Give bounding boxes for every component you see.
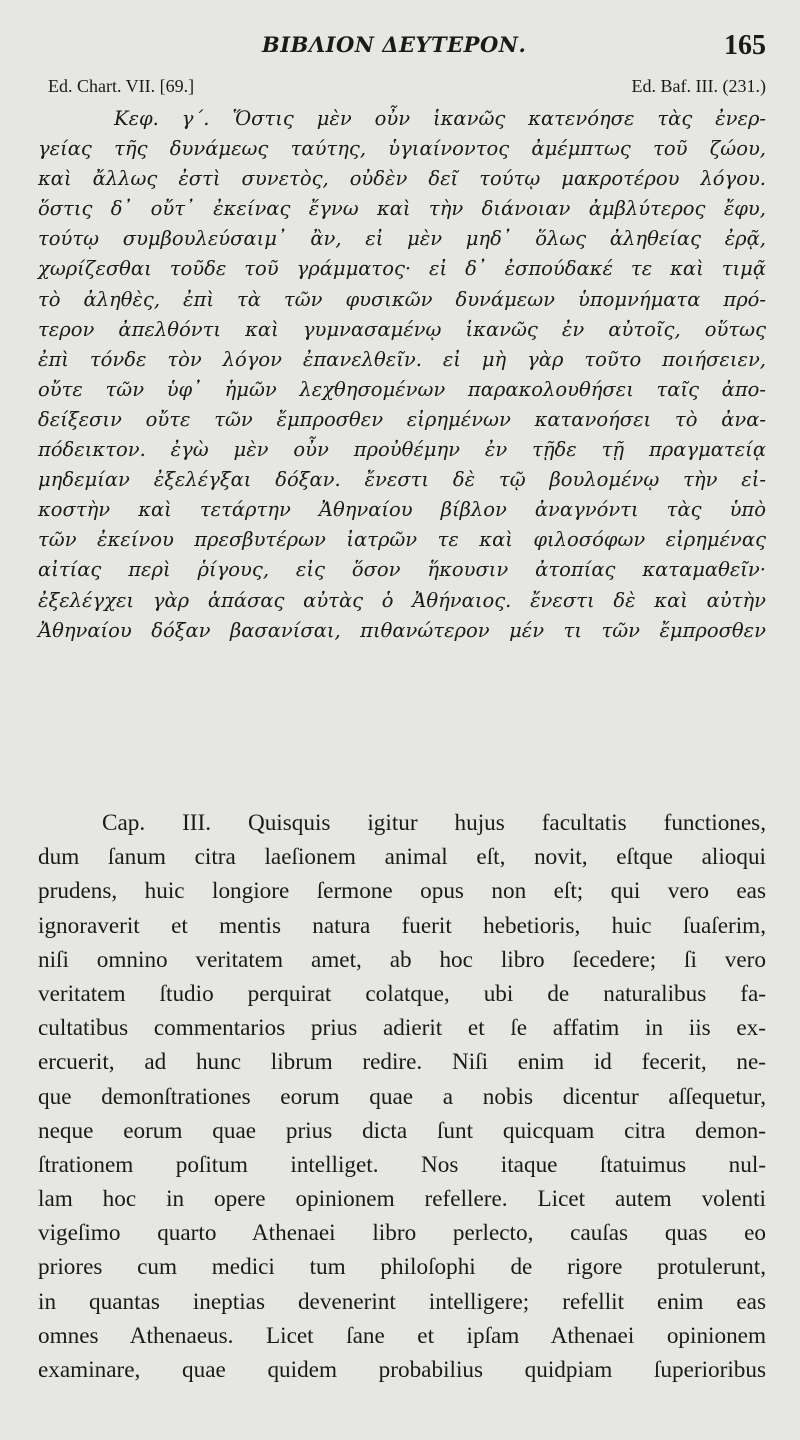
latin-line: in quantas ineptias devenerint intelligere; refellit enim eas <box>38 1288 766 1315</box>
greek-line: πόδεικτον. ἐγὼ μὲν οὖν προὐθέμην ἐν τῇδε τῇ πραγματείᾳ <box>38 438 766 462</box>
edition-reference-left: Ed. Chart. VII. [69.] <box>48 76 195 96</box>
latin-line: ignoraverit et mentis natura fuerit hebetioris, huic ſuaſerim, <box>38 912 766 939</box>
greek-line: χωρίζεσθαι τοῦδε τοῦ γράμματος· εἰ δ᾽ ἐσπούδακέ τε καὶ τιμᾷ <box>38 257 766 281</box>
latin-text-block <box>38 806 766 1387</box>
greek-line: τερον ἀπελθόντι καὶ γυμνασαμένῳ ἱκανῶς ἐν αὐτοῖς, οὕτως <box>38 317 766 341</box>
latin-line: dum ſanum citra laeſionem animal eſt, novit, eſtque alioqui <box>38 844 766 871</box>
latin-line: priores cum medici tum philoſophi de rigore protulerunt, <box>38 1254 766 1281</box>
greek-line: ἐπὶ τόνδε τὸν λόγον ἐπανελθεῖν. εἰ μὴ γὰρ τοῦτο ποιήσειεν, <box>38 347 766 371</box>
greek-line: τὸ ἀληθὲς, ἐπὶ τὰ τῶν φυσικῶν δυνάμεων ὑπομνήματα πρό- <box>38 287 766 311</box>
greek-line: τῶν ἐκείνου πρεσβυτέρων ἰατρῶν τε καὶ φιλοσόφων εἰρημένας <box>38 528 766 552</box>
edition-reference-right: Ed. Baf. III. (231.) <box>631 76 766 96</box>
greek-line: αἰτίας περὶ ῥίγους, εἰς ὅσον ἥκουσιν ἀτοπίας καταμαθεῖν· <box>38 558 766 582</box>
latin-line: veritatem ſtudio perquirat colatque, ubi de naturalibus fa- <box>38 980 766 1007</box>
latin-line: vigeſimo quarto Athenaei libro perlecto, cauſas quas eo <box>38 1220 766 1247</box>
greek-line: ὅστις δ᾽ οὔτ᾽ ἐκείνας ἔγνω καὶ τὴν διάνοιαν ἀμβλύτερος ἔφυ, <box>38 197 766 221</box>
running-title: ΒΙΒΛΙΟΝ ΔΕΥΤΕΡΟΝ. <box>262 32 527 57</box>
greek-line: Κεφ. γ΄. Ὅστις μὲν οὖν ἱκανῶς κατενόησε τὰς ἐνερ- <box>114 107 766 130</box>
greek-line: γείας τῆς δυνάμεως ταύτης, ὑγιαίνοντος ἀμέμπτως τοῦ ζώου, <box>38 137 766 161</box>
greek-line: ἐξελέγχει γὰρ ἁπάσας αὐτὰς ὁ Ἀθήναιος. ἔνεστι δὲ καὶ αὐτὴν <box>38 588 766 612</box>
greek-line: οὔτε τῶν ὑφ᾽ ἡμῶν λεχθησομένων παρακολουθήσει ταῖς ἀπο- <box>38 377 766 401</box>
latin-line: que demonſtrationes eorum quae a nobis dicentur aſſequetur, <box>38 1083 766 1110</box>
greek-line: κοστὴν καὶ τετάρτην Ἀθηναίου βίβλον ἀναγνόντι τὰς ὑπὸ <box>38 498 766 522</box>
latin-line: Cap. III. Quisquis igitur hujus facultatis functiones, <box>102 810 766 836</box>
greek-line: μηδεμίαν ἐξελέγξαι δόξαν. ἔνεστι δὲ τῷ βουλομένῳ τὴν εἰ- <box>38 468 766 492</box>
latin-line: lam hoc in opere opinionem refellere. Licet autem volenti <box>38 1186 766 1213</box>
greek-line: καὶ ἄλλως ἐστὶ συνετὸς, οὐδὲν δεῖ τούτῳ μακροτέρου λόγου. <box>38 167 766 191</box>
page-number: 165 <box>724 30 766 61</box>
page-header <box>0 30 800 64</box>
latin-line: neque eorum quae prius dicta ſunt quicquam citra demon- <box>38 1117 766 1144</box>
latin-line: prudens, huic longiore ſermone opus non eſt; qui vero eas <box>38 878 766 905</box>
greek-text-block <box>38 104 766 646</box>
latin-line: omnes Athenaeus. Licet ſane et ipſam Athenaei opinionem <box>38 1322 766 1349</box>
greek-line: τούτῳ συμβουλεύσαιμ᾽ ἂν, εἰ μὲν μηδ᾽ ὅλως ἀληθείας ἐρᾷ, <box>38 227 766 251</box>
latin-line: cultatibus commentarios prius adierit et ſe affatim in iis ex- <box>38 1015 766 1042</box>
latin-line: niſi omnino veritatem amet, ab hoc libro ſecedere; ſi vero <box>38 946 766 973</box>
edition-reference-line <box>0 76 800 100</box>
latin-line: examinare, quae quidem probabilius quidpiam ſuperioribus <box>38 1357 766 1383</box>
latin-line: ercuerit, ad hunc librum redire. Niſi enim id fecerit, ne- <box>38 1049 766 1076</box>
greek-line: Ἀθηναίου δόξαν βασανίσαι, πιθανώτερον μέν τι τῶν ἔμπροσθεν <box>38 618 766 642</box>
latin-line: ſtrationem poſitum intelliget. Nos itaque ſtatuimus nul- <box>38 1151 766 1178</box>
greek-line: δείξεσιν οὔτε τῶν ἔμπροσθεν εἰρημένων κατανοήσει τὸ ἀνα- <box>38 407 766 431</box>
